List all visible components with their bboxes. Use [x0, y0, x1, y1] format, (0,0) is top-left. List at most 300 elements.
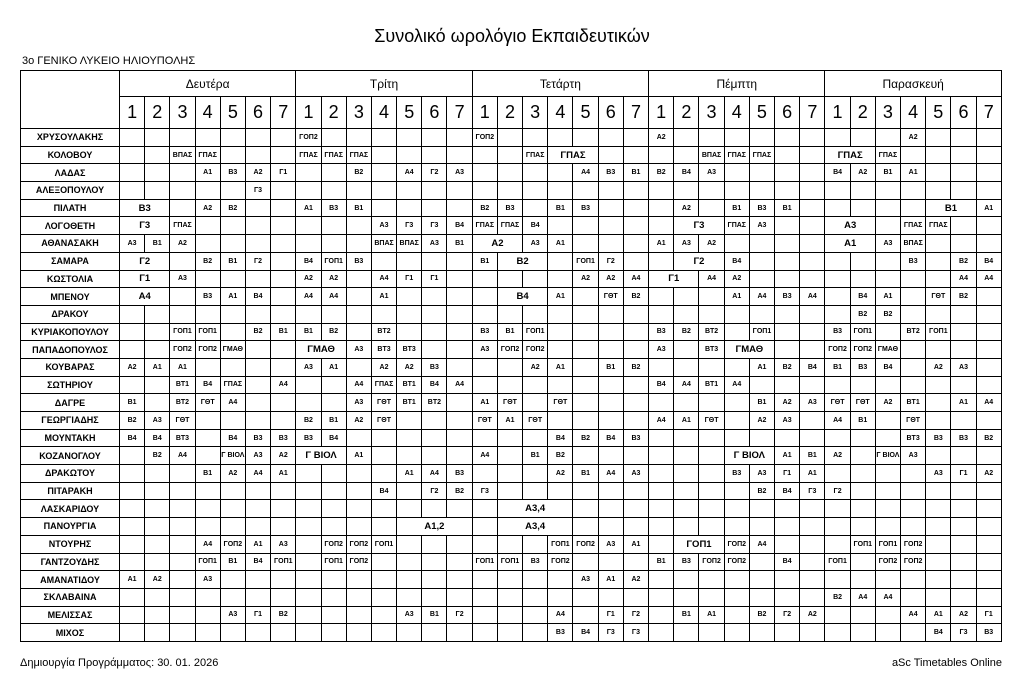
period-number: 3	[699, 97, 724, 129]
empty-cell	[951, 412, 976, 430]
lesson-cell: Β2	[775, 358, 800, 376]
lesson-cell: ΓΘΤ	[825, 394, 850, 412]
lesson-cell: Α1	[724, 288, 749, 306]
period-number: 6	[951, 97, 976, 129]
empty-cell	[548, 252, 573, 270]
lesson-cell: Α2	[775, 394, 800, 412]
lesson-cell: Β4	[220, 429, 245, 447]
lesson-cell: ΒΤ1	[397, 376, 422, 394]
empty-cell	[926, 305, 951, 323]
empty-cell	[598, 129, 623, 147]
lesson-cell: Β4	[598, 429, 623, 447]
empty-cell	[749, 571, 774, 589]
empty-cell	[951, 217, 976, 235]
empty-cell	[120, 606, 145, 624]
lesson-cell: Β2	[245, 323, 270, 341]
empty-cell	[573, 288, 598, 306]
lesson-cell: ΓΟΠ2	[195, 341, 220, 359]
empty-cell	[397, 429, 422, 447]
empty-cell	[901, 358, 926, 376]
teacher-row	[21, 341, 1002, 359]
period-number: 4	[548, 97, 573, 129]
period-number: 6	[422, 97, 447, 129]
empty-cell	[875, 624, 900, 642]
empty-cell	[674, 500, 699, 518]
empty-cell	[775, 164, 800, 182]
empty-cell	[346, 235, 371, 253]
period-number: 4	[901, 97, 926, 129]
empty-cell	[976, 217, 1001, 235]
lesson-cell: Β3	[422, 358, 447, 376]
empty-cell	[271, 252, 296, 270]
empty-cell	[573, 394, 598, 412]
empty-cell	[371, 465, 396, 483]
empty-cell	[573, 553, 598, 571]
teacher-row	[21, 376, 1002, 394]
empty-cell	[271, 288, 296, 306]
empty-cell	[497, 429, 522, 447]
lesson-cell: Α2	[170, 235, 195, 253]
empty-cell	[271, 394, 296, 412]
lesson-cell: Γ2	[120, 252, 170, 270]
empty-cell	[598, 412, 623, 430]
lesson-cell: Γ1	[120, 270, 170, 288]
lesson-cell: ΒΠΑΣ	[371, 235, 396, 253]
lesson-cell: ΓΟΠ1	[850, 323, 875, 341]
lesson-cell: Α1	[875, 288, 900, 306]
lesson-cell: Α2	[875, 394, 900, 412]
empty-cell	[699, 288, 724, 306]
empty-cell	[951, 571, 976, 589]
lesson-cell: ΓΟΠ2	[901, 535, 926, 553]
empty-cell	[447, 447, 472, 465]
teacher-row	[21, 146, 1002, 164]
lesson-cell: Β2	[623, 288, 648, 306]
empty-cell	[497, 270, 522, 288]
empty-cell	[901, 465, 926, 483]
lesson-cell: Β4	[497, 288, 547, 306]
lesson-cell: ΓΠΑΣ	[724, 217, 749, 235]
empty-cell	[245, 394, 270, 412]
lesson-cell: Α3	[649, 341, 674, 359]
empty-cell	[901, 500, 926, 518]
lesson-cell: Β1	[271, 323, 296, 341]
period-number: 7	[447, 97, 472, 129]
lesson-cell: Γ2	[422, 482, 447, 500]
empty-cell	[724, 235, 749, 253]
lesson-cell: Γ3	[674, 217, 724, 235]
empty-cell	[926, 129, 951, 147]
lesson-cell: ΒΤ2	[170, 394, 195, 412]
empty-cell	[271, 270, 296, 288]
empty-cell	[145, 465, 170, 483]
empty-cell	[371, 571, 396, 589]
lesson-cell: Γ3	[800, 482, 825, 500]
empty-cell	[800, 376, 825, 394]
empty-cell	[371, 146, 396, 164]
lesson-cell: Β1	[220, 553, 245, 571]
lesson-cell: Γ3	[951, 624, 976, 642]
lesson-cell: Γ1	[775, 465, 800, 483]
empty-cell	[598, 199, 623, 217]
lesson-cell: Α4	[321, 288, 346, 306]
lesson-cell: Β2	[623, 358, 648, 376]
empty-cell	[976, 288, 1001, 306]
empty-cell	[497, 129, 522, 147]
empty-cell	[825, 376, 850, 394]
empty-cell	[120, 323, 145, 341]
lesson-cell: Α4	[749, 535, 774, 553]
empty-cell	[649, 465, 674, 483]
lesson-cell: Β4	[321, 429, 346, 447]
lesson-cell: ΒΤ1	[397, 394, 422, 412]
empty-cell	[800, 199, 825, 217]
empty-cell	[170, 606, 195, 624]
empty-cell	[548, 341, 573, 359]
empty-cell	[245, 199, 270, 217]
lesson-cell: Β2	[120, 412, 145, 430]
lesson-cell: Β4	[724, 252, 749, 270]
lesson-cell: ΓΟΠ2	[724, 535, 749, 553]
empty-cell	[120, 182, 145, 200]
lesson-cell: Α2	[674, 199, 699, 217]
lesson-cell: Γ3	[623, 624, 648, 642]
lesson-cell: ΓΠΑΣ	[497, 217, 522, 235]
empty-cell	[548, 217, 573, 235]
empty-cell	[371, 447, 396, 465]
empty-cell	[674, 482, 699, 500]
lesson-cell: Α3	[245, 447, 270, 465]
lesson-cell: Α3	[346, 341, 371, 359]
teacher-row	[21, 482, 1002, 500]
empty-cell	[875, 465, 900, 483]
empty-cell	[901, 624, 926, 642]
lesson-cell: ΓΟΠ2	[523, 341, 548, 359]
empty-cell	[699, 429, 724, 447]
empty-cell	[674, 358, 699, 376]
lesson-cell: Α3	[472, 341, 497, 359]
lesson-cell: Α4	[573, 164, 598, 182]
lesson-cell: Γ2	[623, 606, 648, 624]
empty-cell	[623, 146, 648, 164]
teacher-row	[21, 571, 1002, 589]
lesson-cell: ΓΠΑΣ	[825, 146, 875, 164]
period-number: 7	[271, 97, 296, 129]
teacher-name: ΑΜΑΝΑΤΙΔΟΥ	[21, 571, 120, 589]
empty-cell	[170, 571, 195, 589]
lesson-cell: Α4	[598, 465, 623, 483]
empty-cell	[472, 429, 497, 447]
teacher-row	[21, 624, 1002, 642]
period-number: 3	[523, 97, 548, 129]
empty-cell	[775, 129, 800, 147]
empty-cell	[422, 412, 447, 430]
empty-cell	[245, 571, 270, 589]
empty-cell	[271, 199, 296, 217]
empty-cell	[800, 305, 825, 323]
empty-cell	[271, 500, 296, 518]
empty-cell	[573, 376, 598, 394]
empty-cell	[497, 535, 522, 553]
empty-cell	[850, 252, 875, 270]
empty-cell	[825, 429, 850, 447]
empty-cell	[926, 182, 951, 200]
empty-cell	[523, 164, 548, 182]
period-number: 4	[195, 97, 220, 129]
empty-cell	[220, 571, 245, 589]
empty-cell	[699, 182, 724, 200]
empty-cell	[825, 624, 850, 642]
empty-cell	[195, 412, 220, 430]
empty-cell	[800, 217, 825, 235]
empty-cell	[422, 305, 447, 323]
empty-cell	[649, 624, 674, 642]
teacher-name: ΓΑΝΤΖΟΥΔΗΣ	[21, 553, 120, 571]
lesson-cell: Β4	[447, 217, 472, 235]
lesson-cell: Α1	[548, 288, 573, 306]
empty-cell	[749, 305, 774, 323]
empty-cell	[951, 235, 976, 253]
teacher-row	[21, 164, 1002, 182]
empty-cell	[951, 535, 976, 553]
lesson-cell: Α4	[850, 588, 875, 606]
lesson-cell: ΓΟΠ1	[170, 323, 195, 341]
lesson-cell: ΓΟΠ2	[497, 341, 522, 359]
lesson-cell: Β2	[271, 606, 296, 624]
lesson-cell: Α2	[976, 465, 1001, 483]
period-number: 5	[220, 97, 245, 129]
empty-cell	[447, 500, 472, 518]
empty-cell	[724, 305, 749, 323]
empty-cell	[497, 305, 522, 323]
empty-cell	[875, 199, 900, 217]
empty-cell	[497, 164, 522, 182]
empty-cell	[573, 412, 598, 430]
lesson-cell: Β2	[825, 588, 850, 606]
empty-cell	[523, 535, 548, 553]
empty-cell	[195, 588, 220, 606]
lesson-cell: ΒΤ3	[371, 341, 396, 359]
empty-cell	[245, 341, 270, 359]
empty-cell	[976, 535, 1001, 553]
lesson-cell: Β3	[245, 429, 270, 447]
lesson-cell: Β4	[775, 482, 800, 500]
lesson-cell: Α4	[397, 164, 422, 182]
empty-cell	[447, 394, 472, 412]
empty-cell	[422, 500, 447, 518]
empty-cell	[800, 235, 825, 253]
empty-cell	[371, 429, 396, 447]
teacher-row	[21, 518, 1002, 536]
lesson-cell: Β1	[649, 553, 674, 571]
lesson-cell: Α3	[775, 412, 800, 430]
empty-cell	[170, 624, 195, 642]
lesson-cell: Β1	[296, 323, 321, 341]
empty-cell	[875, 429, 900, 447]
teacher-row	[21, 447, 1002, 465]
empty-cell	[397, 182, 422, 200]
empty-cell	[623, 235, 648, 253]
empty-cell	[170, 199, 195, 217]
empty-cell	[649, 588, 674, 606]
empty-cell	[321, 394, 346, 412]
empty-cell	[170, 518, 195, 536]
empty-cell	[422, 429, 447, 447]
empty-cell	[296, 553, 321, 571]
empty-cell	[245, 412, 270, 430]
lesson-cell: ΓΠΑΣ	[220, 376, 245, 394]
empty-cell	[850, 571, 875, 589]
lesson-cell: ΓΠΑΣ	[875, 146, 900, 164]
empty-cell	[422, 571, 447, 589]
empty-cell	[145, 376, 170, 394]
teacher-name: ΚΟΖΑΝΟΓΛΟΥ	[21, 447, 120, 465]
lesson-cell: Α1	[170, 358, 195, 376]
empty-cell	[346, 217, 371, 235]
teacher-name: ΠΑΠΑΔΟΠΟΥΛΟΣ	[21, 341, 120, 359]
empty-cell	[497, 465, 522, 483]
empty-cell	[775, 518, 800, 536]
period-number: 1	[120, 97, 145, 129]
empty-cell	[548, 482, 573, 500]
empty-cell	[346, 482, 371, 500]
lesson-cell: Α3	[523, 235, 548, 253]
empty-cell	[422, 288, 447, 306]
lesson-cell: Β4	[245, 553, 270, 571]
empty-cell	[296, 588, 321, 606]
empty-cell	[170, 164, 195, 182]
lesson-cell: Β1	[447, 235, 472, 253]
empty-cell	[775, 323, 800, 341]
empty-cell	[901, 588, 926, 606]
empty-cell	[573, 182, 598, 200]
lesson-cell: Α1	[145, 358, 170, 376]
lesson-cell: ΓΘΤ	[548, 394, 573, 412]
empty-cell	[850, 553, 875, 571]
lesson-cell: Β3	[548, 624, 573, 642]
empty-cell	[875, 500, 900, 518]
empty-cell	[674, 588, 699, 606]
lesson-cell: ΒΤ2	[901, 323, 926, 341]
empty-cell	[170, 500, 195, 518]
lesson-cell: Γ1	[397, 270, 422, 288]
empty-cell	[447, 305, 472, 323]
empty-cell	[951, 447, 976, 465]
empty-cell	[875, 412, 900, 430]
empty-cell	[346, 288, 371, 306]
empty-cell	[976, 129, 1001, 147]
lesson-cell: ΒΤ2	[699, 323, 724, 341]
lesson-cell: ΒΤ1	[699, 376, 724, 394]
lesson-cell: ΓΠΑΣ	[926, 217, 951, 235]
empty-cell	[951, 164, 976, 182]
lesson-cell: ΓΟΠ2	[296, 129, 321, 147]
lesson-cell: ΓΟΠ1	[875, 535, 900, 553]
empty-cell	[598, 235, 623, 253]
empty-cell	[775, 535, 800, 553]
lesson-cell: Α4	[976, 394, 1001, 412]
lesson-cell: Α1	[120, 571, 145, 589]
lesson-cell: Γ ΒΙΟΛ	[724, 447, 774, 465]
empty-cell	[623, 323, 648, 341]
empty-cell	[472, 588, 497, 606]
lesson-cell: Β3	[623, 429, 648, 447]
lesson-cell: Β1	[598, 358, 623, 376]
empty-cell	[321, 164, 346, 182]
empty-cell	[775, 270, 800, 288]
lesson-cell: Α3	[926, 465, 951, 483]
period-number: 6	[598, 97, 623, 129]
lesson-cell: Γ3	[598, 624, 623, 642]
empty-cell	[472, 535, 497, 553]
lesson-cell: Α4	[825, 412, 850, 430]
teacher-name: ΛΑΔΑΣ	[21, 164, 120, 182]
teacher-row	[21, 129, 1002, 147]
empty-cell	[245, 358, 270, 376]
empty-cell	[523, 606, 548, 624]
lesson-cell: Α2	[598, 270, 623, 288]
empty-cell	[573, 482, 598, 500]
empty-cell	[296, 376, 321, 394]
lesson-cell: Α1	[371, 288, 396, 306]
empty-cell	[825, 535, 850, 553]
lesson-cell: Β2	[674, 323, 699, 341]
empty-cell	[623, 394, 648, 412]
empty-cell	[674, 288, 699, 306]
empty-cell	[649, 305, 674, 323]
lesson-cell: ΓΜΑΘ	[724, 341, 774, 359]
lesson-cell: Β3	[976, 624, 1001, 642]
teacher-row	[21, 429, 1002, 447]
empty-cell	[397, 588, 422, 606]
lesson-cell: Α2	[951, 606, 976, 624]
empty-cell	[598, 394, 623, 412]
lesson-cell: Β3	[724, 465, 749, 483]
lesson-cell: Γ3	[472, 482, 497, 500]
empty-cell	[800, 535, 825, 553]
empty-cell	[195, 447, 220, 465]
teacher-name: ΚΩΣΤΟΛΙΑ	[21, 270, 120, 288]
empty-cell	[271, 129, 296, 147]
empty-cell	[220, 358, 245, 376]
empty-cell	[346, 305, 371, 323]
empty-cell	[850, 429, 875, 447]
empty-cell	[825, 199, 850, 217]
lesson-cell: Α2	[573, 270, 598, 288]
lesson-cell: Β1	[220, 252, 245, 270]
period-number: 3	[170, 97, 195, 129]
empty-cell	[170, 553, 195, 571]
lesson-cell: Β4	[195, 376, 220, 394]
lesson-cell: Β1	[472, 252, 497, 270]
lesson-cell: Β4	[145, 429, 170, 447]
lesson-cell: ΓΟΠ2	[346, 553, 371, 571]
teacher-name: ΓΕΩΡΓΙΑΔΗΣ	[21, 412, 120, 430]
empty-cell	[674, 447, 699, 465]
lesson-cell: Α1	[245, 535, 270, 553]
empty-cell	[775, 235, 800, 253]
lesson-cell: Α1	[271, 465, 296, 483]
empty-cell	[145, 606, 170, 624]
period-number: 7	[800, 97, 825, 129]
lesson-cell: Α4	[120, 288, 170, 306]
empty-cell	[145, 164, 170, 182]
lesson-cell: Α4	[271, 376, 296, 394]
empty-cell	[447, 199, 472, 217]
empty-cell	[296, 518, 321, 536]
empty-cell	[548, 376, 573, 394]
lesson-cell: Α3	[195, 571, 220, 589]
